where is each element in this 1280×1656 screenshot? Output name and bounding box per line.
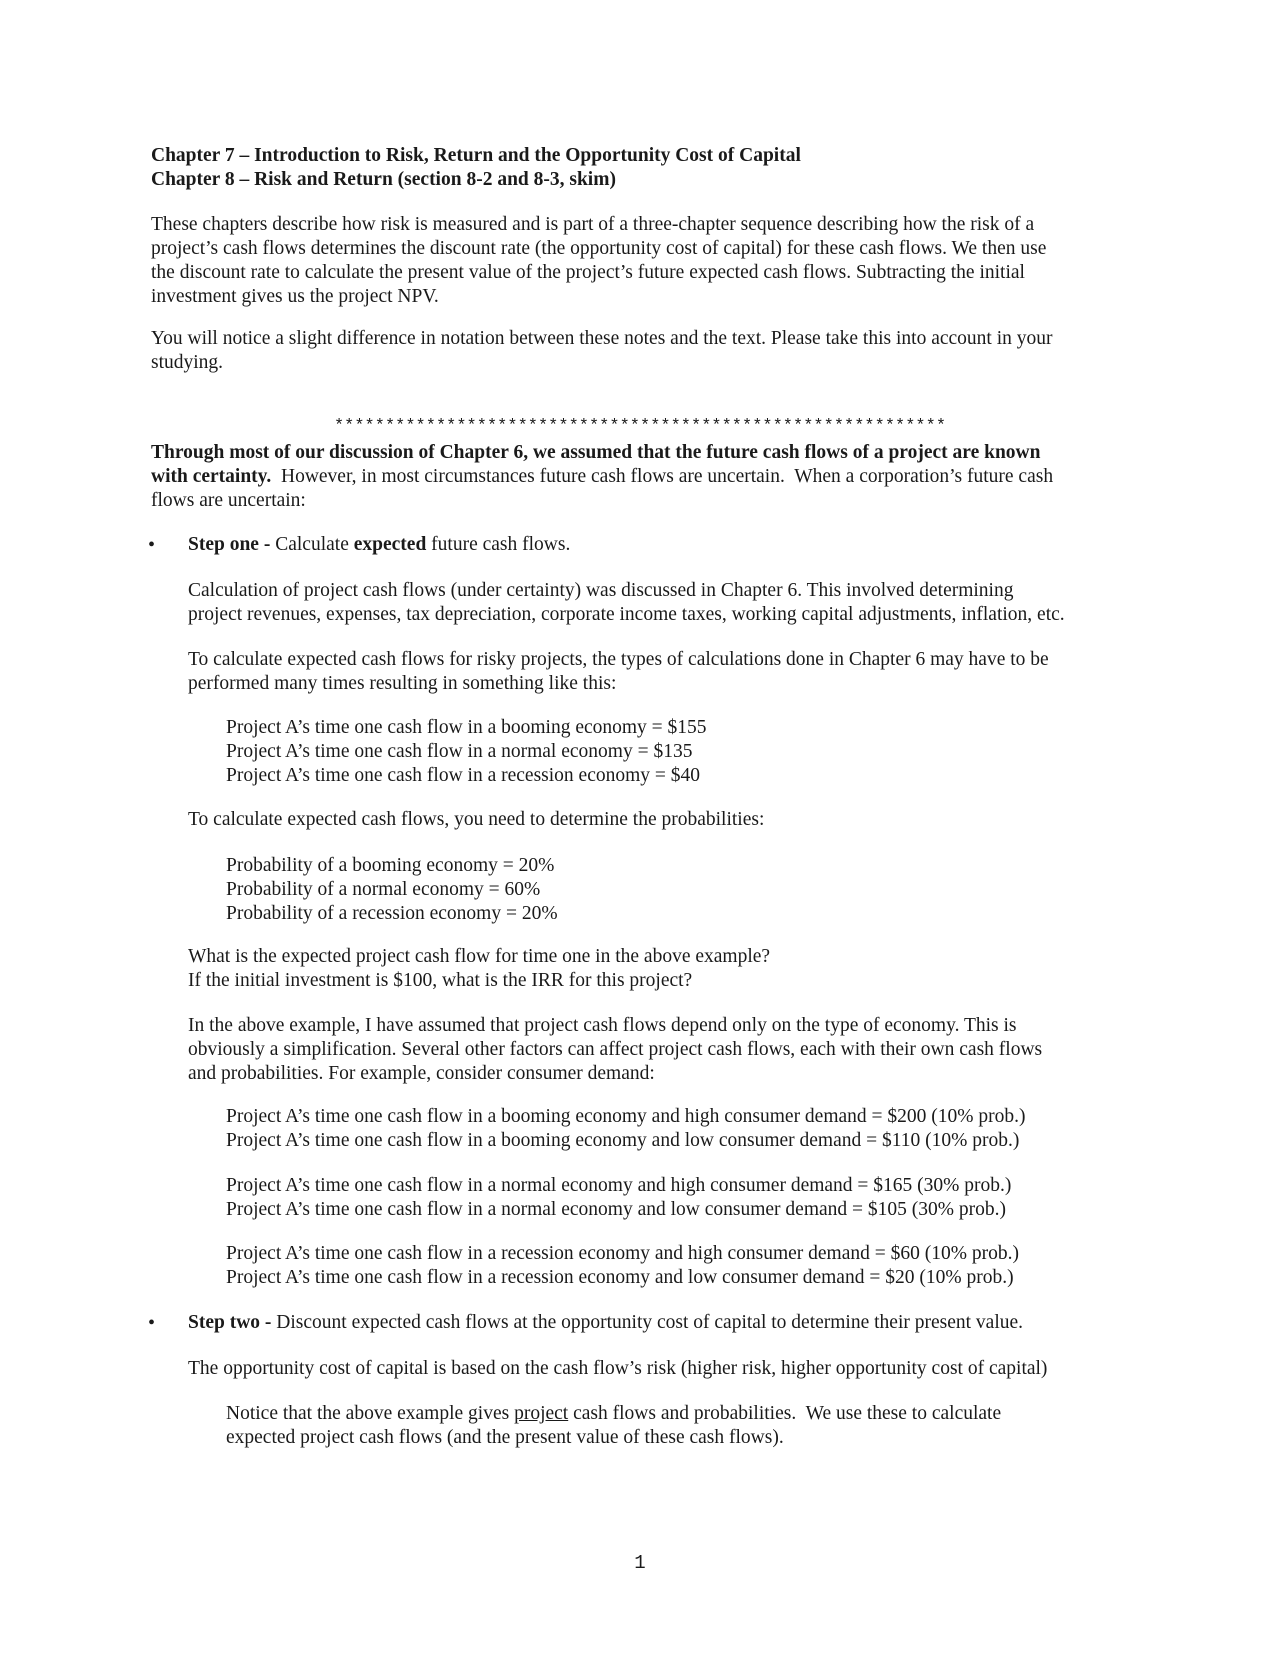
text-line: You will notice a slight difference in notation between these notes and the text. Please take this into account in your [151, 328, 1053, 349]
simplification-paragraph [188, 1014, 1148, 1086]
demand-normal-list [226, 1174, 1146, 1222]
asterisk-divider: ************************************************************ [333, 417, 947, 436]
text-line: obviously a simplification. Several other factors can affect project cash flows, each with their own cash flows [188, 1039, 1043, 1060]
notation-paragraph [151, 327, 1141, 375]
page-number: 1 [634, 1552, 646, 1574]
calc-paragraph [188, 579, 1148, 627]
text-span: However, in most circumstances future cash flows are uncertain. When a corporation’s future cash [271, 466, 1054, 487]
risky-paragraph [188, 648, 1148, 696]
text-line: flows are uncertain: [151, 490, 306, 511]
intro-paragraph [151, 213, 1141, 309]
chapter-heading [151, 144, 1141, 192]
question-line: If the initial investment is $100, what is the IRR for this project? [188, 970, 693, 991]
text-line: In the above example, I have assumed that project cash flows depend only on the type of economy. This is [188, 1015, 1017, 1036]
opportunity-cost-line: The opportunity cost of capital is based on the cash flow’s risk (higher risk, higher opportunity cost of capital) [188, 1358, 1048, 1379]
chapter-7-title: Chapter 7 – Introduction to Risk, Return and the Opportunity Cost of Capital [151, 145, 801, 166]
text-span: Discount expected cash flows at the opportunity cost of capital to determine their present value. [271, 1312, 1024, 1333]
list-item: Probability of a normal economy = 60% [226, 879, 541, 900]
bold-phrase: with certainty. [151, 466, 272, 487]
text-line: studying. [151, 352, 224, 373]
list-item: Project A’s time one cash flow in a booming economy and high consumer demand = $200 (10% prob.) [226, 1106, 1026, 1127]
demand-recession-list [226, 1242, 1146, 1290]
text-line: project’s cash flows determines the discount rate (the opportunity cost of capital) for these cash flows. We then use [151, 238, 1047, 259]
text-line: Calculation of project cash flows (under certainty) was discussed in Chapter 6. This involved determining [188, 580, 1014, 601]
demand-booming-list [226, 1105, 1146, 1153]
step-two-label: Step two - [188, 1312, 272, 1333]
text-span: future cash flows. [426, 534, 571, 555]
step-one [188, 533, 1148, 557]
note-paragraph [226, 1402, 1146, 1450]
list-item: Project A’s time one cash flow in a recession economy = $40 [226, 765, 701, 786]
text-line: performed many times resulting in something like this: [188, 673, 617, 694]
step-one-label: Step one - [188, 534, 271, 555]
list-item: Probability of a booming economy = 20% [226, 855, 555, 876]
bullet-icon: • [148, 1312, 156, 1334]
list-item: Probability of a recession economy = 20% [226, 903, 558, 924]
list-item: Project A’s time one cash flow in a normal economy and high consumer demand = $165 (30% prob.) [226, 1175, 1012, 1196]
text-span: Notice that the above example gives [226, 1403, 515, 1424]
text-line: To calculate expected cash flows for risky projects, the types of calculations done in Chapter 6 may have to be [188, 649, 1049, 670]
text-span: Calculate [270, 534, 354, 555]
list-item: Project A’s time one cash flow in a recession economy and high consumer demand = $60 (10% prob.) [226, 1243, 1019, 1264]
underlined-project: project [514, 1403, 569, 1424]
text-line: These chapters describe how risk is measured and is part of a three-chapter sequence describing how the risk of a [151, 214, 1035, 235]
step-two [188, 1311, 1148, 1335]
list-item: Project A’s time one cash flow in a recession economy and low consumer demand = $20 (10% prob.) [226, 1267, 1014, 1288]
text-line: expected project cash flows (and the present value of these cash flows). [226, 1427, 784, 1448]
list-item: Project A’s time one cash flow in a normal economy = $135 [226, 741, 693, 762]
list-item: Project A’s time one cash flow in a booming economy and low consumer demand = $110 (10% prob.) [226, 1130, 1020, 1151]
list-item: Project A’s time one cash flow in a booming economy = $155 [226, 717, 707, 738]
cash-flow-list [226, 716, 1146, 788]
text-line: project revenues, expenses, tax depreciation, corporate income taxes, working capital adjustments, inflation, etc. [188, 604, 1065, 625]
bullet-icon: • [148, 534, 156, 556]
text-line: investment gives us the project NPV. [151, 286, 439, 307]
uncertainty-paragraph [151, 441, 1141, 513]
text-line: the discount rate to calculate the present value of the project’s future expected cash flows. Subtracting the initial [151, 262, 1025, 283]
chapter-8-title: Chapter 8 – Risk and Return (section 8-2 and 8-3, skim) [151, 169, 616, 190]
prob-intro: To calculate expected cash flows, you need to determine the probabilities: [188, 809, 765, 830]
emphasis-expected: expected [353, 534, 427, 555]
question-line: What is the expected project cash flow for time one in the above example? [188, 946, 771, 967]
questions [188, 945, 1148, 993]
probability-list [226, 854, 1146, 926]
text-span: cash flows and probabilities. We use these to calculate [568, 1403, 1002, 1424]
text-line: and probabilities. For example, consider consumer demand: [188, 1063, 655, 1084]
list-item: Project A’s time one cash flow in a normal economy and low consumer demand = $105 (30% prob.) [226, 1199, 1006, 1220]
text-line-bold: Through most of our discussion of Chapter 6, we assumed that the future cash flows of a project are known [151, 442, 1041, 463]
